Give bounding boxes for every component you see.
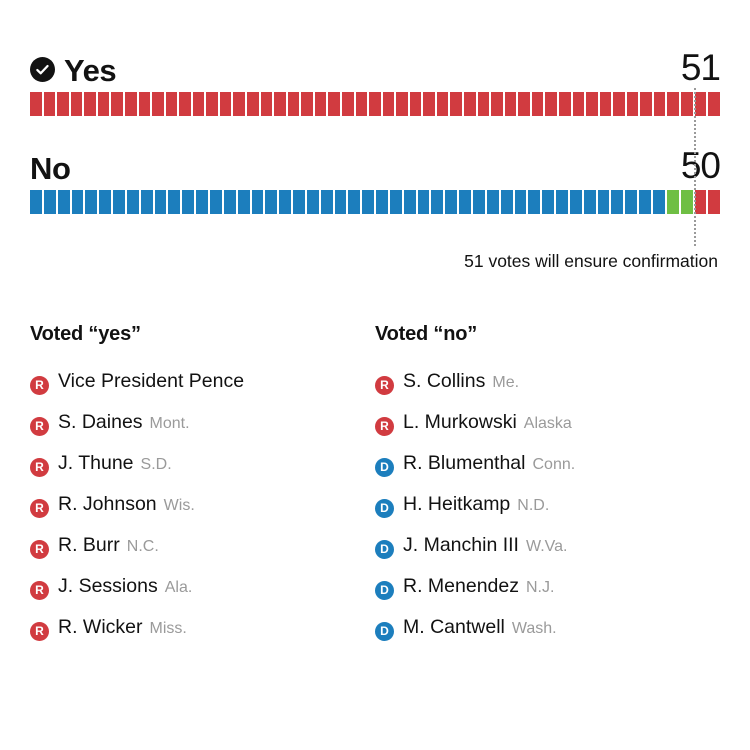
voted-no-title: Voted “no” bbox=[375, 322, 478, 345]
vote-tick bbox=[85, 190, 97, 214]
vote-tick bbox=[206, 92, 218, 116]
vote-tick bbox=[423, 92, 435, 116]
vote-tick bbox=[559, 92, 571, 116]
vote-tick bbox=[653, 190, 665, 214]
vote-tick bbox=[681, 190, 693, 214]
vote-tick bbox=[99, 190, 111, 214]
vote-tick bbox=[515, 190, 527, 214]
vote-tick bbox=[233, 92, 245, 116]
vote-tick bbox=[288, 92, 300, 116]
voter-state: N.D. bbox=[517, 496, 550, 514]
democrat-party-icon: D bbox=[375, 622, 394, 641]
no-row-header bbox=[30, 138, 720, 184]
vote-tick bbox=[695, 92, 707, 116]
vote-tick bbox=[210, 190, 222, 214]
voter-name: H. Heitkamp N.D. bbox=[403, 492, 550, 515]
vote-tick bbox=[473, 190, 485, 214]
list-item bbox=[30, 411, 375, 434]
vote-tick bbox=[315, 92, 327, 116]
vote-tick bbox=[127, 190, 139, 214]
vote-tick bbox=[348, 190, 360, 214]
list-item bbox=[375, 616, 720, 639]
voter-name: R. Burr N.C. bbox=[58, 533, 159, 556]
vote-tick bbox=[410, 92, 422, 116]
voter-state: N.J. bbox=[525, 578, 555, 596]
voter-name: R. Menendez N.J. bbox=[403, 574, 555, 597]
vote-tick bbox=[376, 190, 388, 214]
vote-tick bbox=[450, 92, 462, 116]
vote-tick bbox=[57, 92, 69, 116]
voter-name: J. Sessions Ala. bbox=[58, 574, 193, 597]
vote-tick bbox=[328, 92, 340, 116]
voter-lists bbox=[30, 323, 720, 657]
threshold-line bbox=[694, 88, 696, 246]
vote-tick bbox=[362, 190, 374, 214]
no-label: No bbox=[30, 151, 71, 186]
no-vote-bar bbox=[30, 190, 720, 214]
yes-vote-bar bbox=[30, 92, 720, 116]
vote-tick bbox=[639, 190, 651, 214]
vote-tick bbox=[152, 92, 164, 116]
vote-tick bbox=[44, 92, 56, 116]
voter-state: N.C. bbox=[126, 537, 159, 555]
vote-tick bbox=[238, 190, 250, 214]
vote-tick bbox=[98, 92, 110, 116]
voted-yes-list bbox=[30, 370, 375, 639]
republican-party-icon: R bbox=[30, 417, 49, 436]
vote-tick bbox=[459, 190, 471, 214]
voter-state: Me. bbox=[492, 373, 520, 391]
vote-tick bbox=[247, 92, 259, 116]
voted-yes-title: Voted “yes” bbox=[30, 322, 141, 345]
vote-tick bbox=[224, 190, 236, 214]
vote-tick bbox=[640, 92, 652, 116]
vote-tick bbox=[369, 92, 381, 116]
list-item bbox=[375, 370, 720, 393]
vote-tick bbox=[307, 190, 319, 214]
voter-state: Ala. bbox=[164, 578, 193, 596]
vote-tick bbox=[667, 92, 679, 116]
yes-label: Yes bbox=[64, 53, 117, 88]
vote-tick bbox=[545, 92, 557, 116]
list-item bbox=[375, 452, 720, 475]
vote-tick bbox=[532, 92, 544, 116]
democrat-party-icon: D bbox=[375, 581, 394, 600]
vote-tick bbox=[301, 92, 313, 116]
yes-count: 51 bbox=[680, 47, 720, 88]
vote-tick bbox=[708, 190, 720, 214]
vote-tick bbox=[279, 190, 291, 214]
vote-tick bbox=[445, 190, 457, 214]
voter-state: Alaska bbox=[523, 414, 572, 432]
vote-tick bbox=[611, 190, 623, 214]
vote-tick bbox=[505, 92, 517, 116]
vote-tick bbox=[573, 92, 585, 116]
vote-tick bbox=[598, 190, 610, 214]
vote-tick bbox=[321, 190, 333, 214]
vote-tick bbox=[342, 92, 354, 116]
vote-tick bbox=[600, 92, 612, 116]
vote-tick bbox=[404, 190, 416, 214]
democrat-party-icon: D bbox=[375, 499, 394, 518]
voter-name: R. Johnson Wis. bbox=[58, 492, 195, 515]
vote-tick bbox=[58, 190, 70, 214]
list-item bbox=[375, 493, 720, 516]
vote-tick bbox=[708, 92, 720, 116]
voter-name: Vice President Pence bbox=[58, 369, 245, 392]
vote-tick bbox=[30, 92, 42, 116]
voter-state: S.D. bbox=[140, 455, 172, 473]
vote-tick bbox=[487, 190, 499, 214]
vote-tick bbox=[570, 190, 582, 214]
vote-tick bbox=[335, 190, 347, 214]
voted-yes-column bbox=[30, 323, 375, 657]
no-label-group bbox=[30, 153, 71, 184]
voter-state: W.Va. bbox=[525, 537, 568, 555]
vote-tick bbox=[501, 190, 513, 214]
republican-party-icon: R bbox=[375, 417, 394, 436]
list-item bbox=[30, 370, 375, 393]
vote-tick bbox=[72, 190, 84, 214]
list-item bbox=[30, 534, 375, 557]
republican-party-icon: R bbox=[30, 540, 49, 559]
no-count: 50 bbox=[680, 145, 720, 186]
vote-tick bbox=[383, 92, 395, 116]
voter-state: Conn. bbox=[532, 455, 576, 473]
voter-name: J. Thune S.D. bbox=[58, 451, 172, 474]
vote-tick bbox=[71, 92, 83, 116]
voter-state: Wis. bbox=[163, 496, 195, 514]
tally-section bbox=[30, 40, 720, 214]
vote-tick bbox=[155, 190, 167, 214]
vote-tick bbox=[220, 92, 232, 116]
vote-tick bbox=[491, 92, 503, 116]
vote-tick bbox=[193, 92, 205, 116]
vote-tick bbox=[584, 190, 596, 214]
voter-name: L. Murkowski Alaska bbox=[403, 410, 572, 433]
vote-tick bbox=[478, 92, 490, 116]
vote-tick bbox=[44, 190, 56, 214]
vote-tick bbox=[556, 190, 568, 214]
vote-tick bbox=[437, 92, 449, 116]
vote-tick bbox=[84, 92, 96, 116]
vote-tick bbox=[396, 92, 408, 116]
voter-name: J. Manchin III W.Va. bbox=[403, 533, 568, 556]
vote-tick bbox=[196, 190, 208, 214]
vote-tick bbox=[179, 92, 191, 116]
list-item bbox=[30, 575, 375, 598]
vote-tick bbox=[528, 190, 540, 214]
vote-tick bbox=[681, 92, 693, 116]
yes-label-group bbox=[30, 55, 116, 86]
no-row bbox=[30, 138, 720, 214]
vote-tick bbox=[431, 190, 443, 214]
vote-tick bbox=[141, 190, 153, 214]
vote-tick bbox=[586, 92, 598, 116]
vote-tick bbox=[518, 92, 530, 116]
voter-name: S. Collins Me. bbox=[403, 369, 520, 392]
republican-party-icon: R bbox=[375, 376, 394, 395]
yes-row-header bbox=[30, 40, 720, 86]
vote-tick bbox=[113, 190, 125, 214]
list-item bbox=[375, 411, 720, 434]
list-item bbox=[30, 452, 375, 475]
vote-tick bbox=[125, 92, 137, 116]
vote-tick bbox=[654, 92, 666, 116]
voter-state: Miss. bbox=[149, 619, 187, 637]
vote-tick bbox=[265, 190, 277, 214]
vote-tick bbox=[252, 190, 264, 214]
democrat-party-icon: D bbox=[375, 540, 394, 559]
vote-tick bbox=[182, 190, 194, 214]
vote-tick bbox=[166, 92, 178, 116]
check-circle-icon bbox=[30, 57, 55, 82]
vote-tick bbox=[542, 190, 554, 214]
voted-no-list bbox=[375, 370, 720, 639]
vote-tally-graphic bbox=[0, 40, 750, 750]
vote-tick bbox=[390, 190, 402, 214]
vote-tick bbox=[667, 190, 679, 214]
yes-row bbox=[30, 40, 720, 116]
voter-state: Mont. bbox=[149, 414, 190, 432]
republican-party-icon: R bbox=[30, 499, 49, 518]
vote-tick bbox=[625, 190, 637, 214]
vote-tick bbox=[695, 190, 707, 214]
vote-tick bbox=[613, 92, 625, 116]
vote-tick bbox=[418, 190, 430, 214]
vote-tick bbox=[464, 92, 476, 116]
vote-tick bbox=[627, 92, 639, 116]
list-item bbox=[375, 534, 720, 557]
vote-tick bbox=[168, 190, 180, 214]
voter-state: Wash. bbox=[511, 619, 557, 637]
republican-party-icon: R bbox=[30, 376, 49, 395]
vote-tick bbox=[356, 92, 368, 116]
vote-tick bbox=[111, 92, 123, 116]
vote-tick bbox=[274, 92, 286, 116]
vote-tick bbox=[30, 190, 42, 214]
republican-party-icon: R bbox=[30, 581, 49, 600]
voter-name: R. Wicker Miss. bbox=[58, 615, 187, 638]
voted-no-column bbox=[375, 323, 720, 657]
list-item bbox=[30, 493, 375, 516]
republican-party-icon: R bbox=[30, 622, 49, 641]
democrat-party-icon: D bbox=[375, 458, 394, 477]
list-item bbox=[375, 575, 720, 598]
vote-tick bbox=[293, 190, 305, 214]
list-item bbox=[30, 616, 375, 639]
voter-name: S. Daines Mont. bbox=[58, 410, 190, 433]
voter-name: M. Cantwell Wash. bbox=[403, 615, 557, 638]
threshold-note: 51 votes will ensure confirmation bbox=[464, 251, 718, 271]
republican-party-icon: R bbox=[30, 458, 49, 477]
vote-tick bbox=[261, 92, 273, 116]
vote-tick bbox=[139, 92, 151, 116]
voter-name: R. Blumenthal Conn. bbox=[403, 451, 576, 474]
